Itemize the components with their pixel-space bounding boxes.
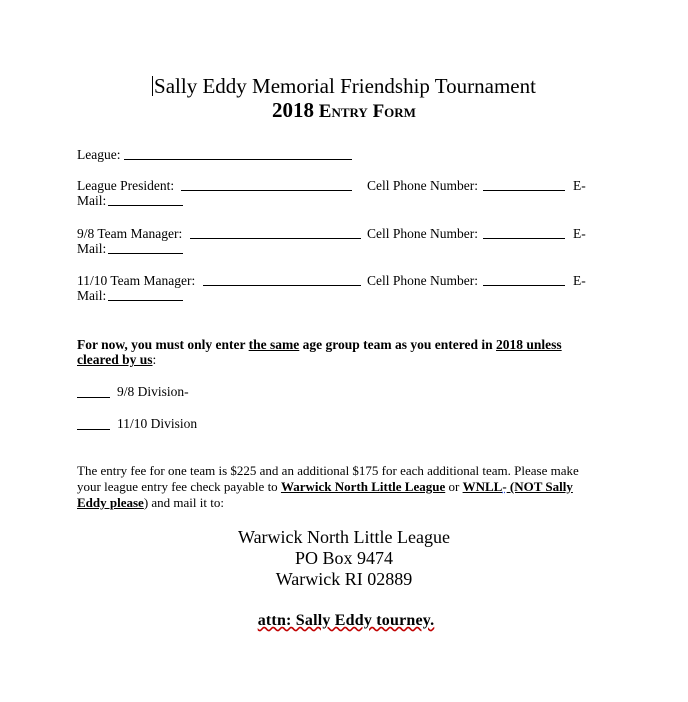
email-prefix: E- — [573, 273, 586, 288]
email-label: Mail: — [77, 288, 107, 303]
league-field[interactable] — [124, 159, 352, 160]
fee-line-1: The entry fee for one team is $225 and an additional $175 for each additional team. Please make — [77, 463, 579, 478]
division-1110-checkbox[interactable] — [77, 429, 110, 430]
notice-line-1: For now, you must only enter the same age group team as you entered in 2018 unless — [77, 337, 562, 352]
division-98-label: 9/8 Division- — [117, 384, 189, 399]
league-president-field[interactable] — [181, 190, 352, 191]
subtitle-entry: Entry — [318, 101, 368, 122]
fee-line-2: your league entry fee check payable to Warwick North Little League or WNLL- (NOT Sally — [77, 479, 573, 494]
cell-phone-field[interactable] — [483, 190, 565, 191]
cell-phone-label: Cell Phone Number: — [367, 178, 478, 193]
email-field[interactable] — [108, 205, 183, 206]
email-field[interactable] — [108, 300, 183, 301]
cell-phone-field[interactable] — [483, 285, 565, 286]
team-manager-1110-field[interactable] — [203, 285, 361, 286]
league-president-label: League President: — [77, 178, 175, 193]
email-prefix: E- — [573, 178, 586, 193]
league-label: League: — [77, 147, 121, 162]
cell-phone-field[interactable] — [483, 238, 565, 239]
subtitle-year: 2018 — [272, 98, 315, 122]
email-field[interactable] — [108, 253, 183, 254]
cell-phone-label: Cell Phone Number: — [367, 226, 478, 241]
notice-line-2: cleared by us: — [77, 352, 157, 367]
email-prefix: E- — [573, 226, 586, 241]
attn-line: attn: Sally Eddy tourney. — [257, 612, 435, 629]
team-manager-98-label: 9/8 Team Manager: — [77, 226, 183, 241]
fee-line-3: Eddy please) and mail it to: — [77, 495, 224, 510]
email-label: Mail: — [77, 241, 107, 256]
email-label: Mail: — [77, 193, 107, 208]
document-title: Sally Eddy Memorial Friendship Tournament — [154, 74, 536, 98]
team-manager-1110-label: 11/10 Team Manager: — [77, 273, 196, 288]
cell-phone-label: Cell Phone Number: — [367, 273, 478, 288]
division-1110-label: 11/10 Division — [117, 416, 198, 431]
team-manager-98-field[interactable] — [190, 238, 361, 239]
text-cursor — [152, 76, 153, 96]
division-98-checkbox[interactable] — [77, 397, 110, 398]
address-line-1: Warwick North Little League — [238, 527, 450, 547]
address-line-2: PO Box 9474 — [294, 548, 393, 568]
document-subtitle — [0, 98, 688, 124]
address-line-3: Warwick RI 02889 — [275, 569, 413, 589]
subtitle-form: Form — [372, 101, 416, 122]
